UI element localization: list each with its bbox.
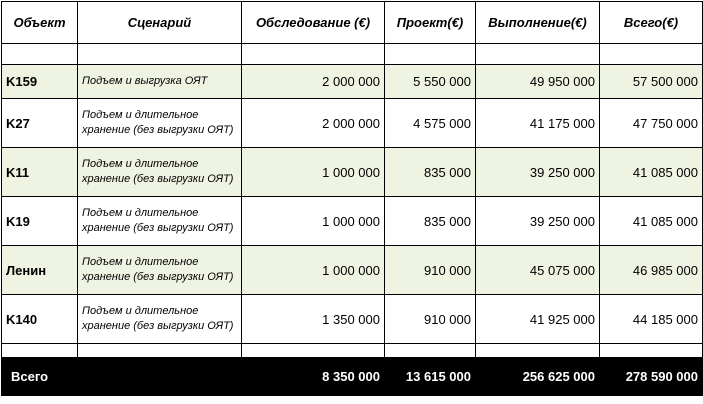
survey-cell: 2 000 000: [242, 65, 385, 99]
totals-project: 13 615 000: [385, 358, 476, 396]
totals-execution: 256 625 000: [476, 358, 600, 396]
total-cell: 41 085 000: [600, 148, 703, 197]
header-project: Проект(€): [385, 2, 476, 44]
scenario-cell: Подъем и длительное хранение (без выгрузки ОЯТ): [78, 148, 242, 197]
survey-cell: 2 000 000: [242, 99, 385, 148]
table-header-row: [2, 2, 703, 44]
total-cell: 44 185 000: [600, 295, 703, 344]
cost-table: [1, 1, 703, 396]
object-cell: K159: [2, 65, 78, 99]
object-cell: K140: [2, 295, 78, 344]
scenario-cell: Подъем и длительное хранение (без выгрузки ОЯТ): [78, 197, 242, 246]
header-object: Объект: [2, 2, 78, 44]
table-row: [2, 246, 703, 295]
survey-cell: 1 000 000: [242, 148, 385, 197]
total-cell: 41 085 000: [600, 197, 703, 246]
object-cell: K11: [2, 148, 78, 197]
execution-cell: 49 950 000: [476, 65, 600, 99]
header-total: Всего(€): [600, 2, 703, 44]
project-cell: 910 000: [385, 246, 476, 295]
totals-label: Всего: [2, 358, 78, 396]
project-cell: 4 575 000: [385, 99, 476, 148]
totals-row: [2, 358, 703, 396]
totals-survey: 8 350 000: [242, 358, 385, 396]
object-cell: K19: [2, 197, 78, 246]
spacer-row: [2, 344, 703, 358]
project-cell: 910 000: [385, 295, 476, 344]
table-row: [2, 99, 703, 148]
header-scenario: Сценарий: [78, 2, 242, 44]
header-execution: Выполнение(€): [476, 2, 600, 44]
totals-total: 278 590 000: [600, 358, 703, 396]
execution-cell: 41 925 000: [476, 295, 600, 344]
survey-cell: 1 000 000: [242, 246, 385, 295]
project-cell: 835 000: [385, 197, 476, 246]
table-row: [2, 295, 703, 344]
total-cell: 46 985 000: [600, 246, 703, 295]
table-row: [2, 148, 703, 197]
total-cell: 57 500 000: [600, 65, 703, 99]
project-cell: 835 000: [385, 148, 476, 197]
object-cell: Ленин: [2, 246, 78, 295]
execution-cell: 41 175 000: [476, 99, 600, 148]
scenario-cell: Подъем и длительное хранение (без выгрузки ОЯТ): [78, 295, 242, 344]
execution-cell: 39 250 000: [476, 148, 600, 197]
spacer-row: [2, 44, 703, 65]
totals-scenario-empty: [78, 358, 242, 396]
total-cell: 47 750 000: [600, 99, 703, 148]
table-row: [2, 65, 703, 99]
header-survey: Обследование (€): [242, 2, 385, 44]
survey-cell: 1 000 000: [242, 197, 385, 246]
project-cell: 5 550 000: [385, 65, 476, 99]
scenario-cell: Подъем и длительное хранение (без выгрузки ОЯТ): [78, 99, 242, 148]
execution-cell: 45 075 000: [476, 246, 600, 295]
table-row: [2, 197, 703, 246]
survey-cell: 1 350 000: [242, 295, 385, 344]
scenario-cell: Подъем и длительное хранение (без выгрузки ОЯТ): [78, 246, 242, 295]
object-cell: K27: [2, 99, 78, 148]
execution-cell: 39 250 000: [476, 197, 600, 246]
scenario-cell: Подъем и выгрузка ОЯТ: [78, 65, 242, 99]
